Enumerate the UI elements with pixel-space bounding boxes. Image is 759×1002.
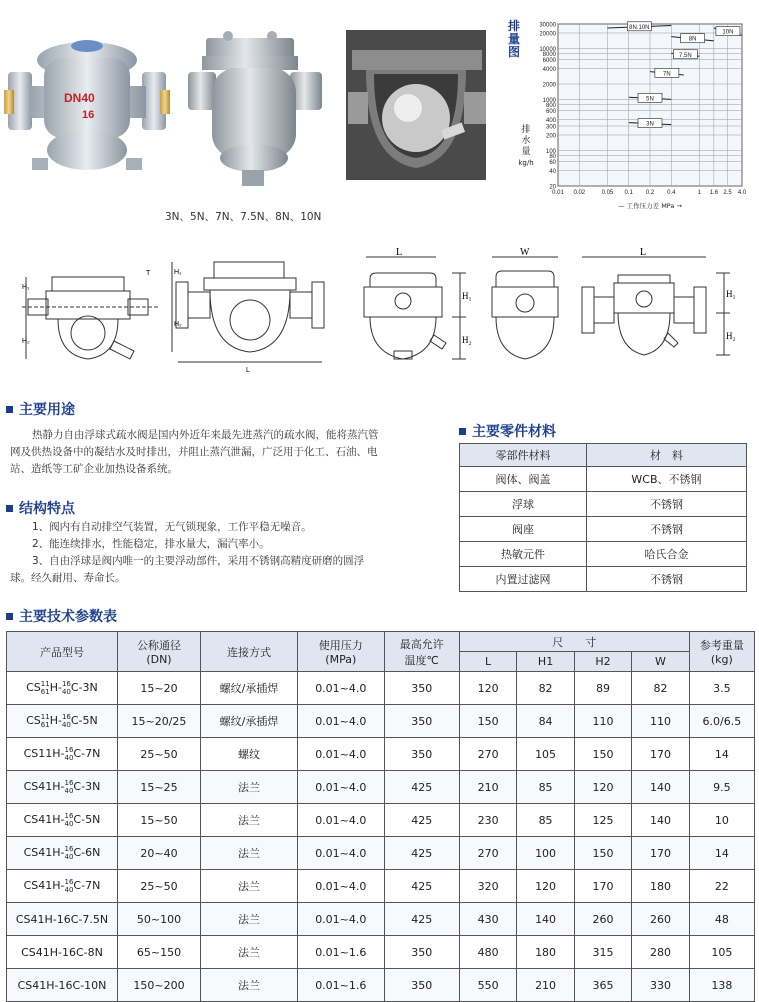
table-cell: 不锈钢 [586,517,746,542]
table-cell: WCB、不锈钢 [586,467,746,492]
cell-W: 330 [632,969,689,1002]
cell-weight: 14 [689,837,754,870]
cell-dn: 15~20/25 [117,705,200,738]
model-pre: CS41H- [23,813,65,826]
table-row [7,870,755,903]
chart-x-tick-label: 0.2 [645,190,655,196]
table-row [7,672,755,705]
section-bullet-icon [6,613,13,620]
chart-series-label: 5N [646,96,654,103]
table-row [7,771,755,804]
outline-drawing-side [484,243,568,373]
spec-header-temperature: 最高允许 温度℃ [384,632,459,672]
spec-header-H1: H1 [517,652,574,672]
model-cell [7,672,118,705]
model-sub: 40 [64,820,74,828]
model-pre: CS41H-16C-7.5N [15,912,109,926]
cell-conn: 法兰 [201,804,298,837]
model-mid: H- [49,714,62,727]
cell-dn: 150~200 [117,969,200,1002]
table-row [460,542,747,567]
chart-series-label: 7.5N [679,52,692,59]
photos-caption: 3N、5N、7N、7.5N、8N、10N [165,211,322,223]
model-cell [7,936,118,969]
section-drawing-left [22,255,160,373]
cell-weight: 138 [689,969,754,1002]
cell-H2: 89 [574,672,631,705]
cell-dn: 50~100 [117,903,200,936]
cell-pressure: 0.01~4.0 [298,672,385,705]
chart-y-tick-label: 30000 [539,22,556,29]
chart-y-tick-label: 20 [549,184,556,191]
cell-dn: 15~50 [117,804,200,837]
chart-series-label: 7N [663,71,671,78]
cell-pressure: 0.01~4.0 [298,804,385,837]
feature-item: 2、能连续排水，性能稳定，排水量大，漏汽率小。 [32,538,270,550]
chart-y-tick-label: 800 [545,102,556,109]
chart-y-tick-label: 400 [545,118,556,125]
model-post: C-7N [73,879,101,892]
svg-text:L: L [246,367,250,374]
chart-x-tick-label: 0.1 [624,190,633,196]
cell-L: 480 [459,936,516,969]
cell-temp: 425 [384,870,459,903]
cell-H2: 110 [574,705,631,738]
cell-L: 230 [459,804,516,837]
cell-temp: 350 [384,672,459,705]
cell-weight: 14 [689,738,754,771]
table-row [460,467,747,492]
svg-text:H₁: H₁ [462,291,472,301]
model-pre: CS41H-16C-8N [21,945,103,959]
chart-series-label: 8N [688,36,697,43]
chart-title: 排 量 图 [508,19,521,59]
cell-dn: 15~20 [117,672,200,705]
spec-header-H2: H2 [574,652,631,672]
chart-y-tick-label: 20000 [539,31,556,38]
table-cell: 热敏元件 [460,542,587,567]
cell-H2: 170 [574,870,631,903]
model-pre: CS [26,681,41,694]
cell-H1: 210 [517,969,574,1002]
chart-y-tick-label: 600 [545,109,556,116]
model-pre: CS41H- [23,846,65,859]
cell-W: 280 [632,936,689,969]
cell-conn: 螺纹/承插焊 [201,705,298,738]
chart-x-tick-label: 4.0 [737,190,747,196]
model-sup: 16 [64,845,74,853]
cell-conn: 螺纹/承插焊 [201,672,298,705]
section-title-materials: 主要零件材料 [459,421,556,441]
table-row [7,936,755,969]
chart-y-tick-label: 2000 [542,82,556,89]
model-post: C-3N [73,780,101,793]
cell-H2: 315 [574,936,631,969]
model-sup: 11 [40,680,50,688]
chart-series-label: 3N [646,121,654,128]
cell-dn: 25~50 [117,738,200,771]
model-post: C-3N [70,681,98,694]
cell-dn: 25~50 [117,870,200,903]
cell-W: 170 [632,837,689,870]
spec-header-W: W [632,652,689,672]
section-title-features: 结构特点 [6,498,75,518]
table-cell: 内置过滤网 [460,567,587,592]
cell-pressure: 0.01~1.6 [298,936,385,969]
cell-H1: 85 [517,771,574,804]
cell-weight: 48 [689,903,754,936]
chart-y-tick-label: 40 [549,169,556,176]
feature-item: 1、阀内有自动排空气装置，无气锁现象，工作平稳无噪音。 [32,521,312,533]
materials-header-material: 材 料 [586,444,746,467]
cell-W: 140 [632,804,689,837]
cell-weight: 6.0/6.5 [689,705,754,738]
spec-header-dimensions: 尺 寸 [459,632,689,652]
table-cell: 不锈钢 [586,567,746,592]
table-row [7,705,755,738]
model-cell [7,837,118,870]
outline-drawing-front [348,243,480,373]
cell-conn: 法兰 [201,903,298,936]
model-sub: 40 [61,688,71,696]
table-cell: 不锈钢 [586,492,746,517]
specs-table [6,631,755,1002]
chart-y-tick-label: 1000 [542,97,556,104]
chart-y-tick-label: 200 [545,133,556,140]
model-sub: 40 [64,853,74,861]
chart-x-tick-label: 0.05 [601,190,614,196]
svg-text:H₂: H₂ [726,331,736,341]
section-title-specs: 主要技术参数表 [6,606,117,626]
cell-H2: 365 [574,969,631,1002]
materials-header-part: 零部件材料 [460,444,587,467]
chart-y-tick-label: 6000 [542,58,556,65]
section-bullet-icon [6,406,13,413]
chart-x-tick-label: 1 [697,190,702,196]
cell-conn: 法兰 [201,969,298,1002]
cell-conn: 法兰 [201,771,298,804]
cell-L: 270 [459,837,516,870]
model-sup: 11 [40,713,50,721]
model-post: C-7N [73,747,101,760]
model-sub: 40 [61,721,71,729]
outline-drawing-flanged [574,243,754,373]
cell-L: 150 [459,705,516,738]
svg-text:H₁: H₁ [22,284,30,291]
cell-conn: 法兰 [201,870,298,903]
cell-L: 210 [459,771,516,804]
cell-weight: 9.5 [689,771,754,804]
table-cell: 阀体、阀盖 [460,467,587,492]
svg-text:L: L [640,247,647,258]
chart-y-tick-label: 60 [549,160,556,167]
chart-x-tick-label: 0.02 [573,190,586,196]
chart-y-tick-label: 300 [545,124,556,131]
cell-temp: 350 [384,936,459,969]
chart-x-tick-label: 2.5 [723,190,732,196]
cell-W: 260 [632,903,689,936]
chart-ylabel: 排 水 量 kg/h [518,125,534,167]
model-cell [7,771,118,804]
chart-y-tick-label: 10000 [539,46,556,53]
model-sub: 61 [40,688,50,696]
table-row [7,969,755,1002]
table-row [7,903,755,936]
materials-table [459,443,747,592]
cell-H1: 180 [517,936,574,969]
table-row [7,738,755,771]
model-stack [62,680,71,696]
cell-pressure: 0.01~4.0 [298,870,385,903]
cell-H2: 125 [574,804,631,837]
model-post: C-6N [73,846,101,859]
cell-dn: 20~40 [117,837,200,870]
table-row [460,567,747,592]
table-row [460,517,747,542]
section-title-use: 主要用途 [6,399,75,419]
spec-header-model: 产品型号 [7,632,118,672]
table-row [7,804,755,837]
spec-header-L: L [459,652,516,672]
cell-H2: 260 [574,903,631,936]
cell-pressure: 0.01~4.0 [298,705,385,738]
model-sub: 40 [64,754,74,762]
cell-H1: 105 [517,738,574,771]
cell-H1: 84 [517,705,574,738]
model-pre: CS41H-16C-10N [17,978,107,992]
section-drawing-middle [170,252,330,374]
cell-pressure: 0.01~1.6 [298,969,385,1002]
cell-weight: 10 [689,804,754,837]
svg-text:H₂: H₂ [22,338,30,345]
svg-text:H₁: H₁ [174,269,182,276]
chart-series-label: 10N [722,29,734,36]
chart-y-tick-label: 80 [549,153,556,160]
cell-temp: 350 [384,969,459,1002]
cell-weight: 105 [689,936,754,969]
cell-W: 82 [632,672,689,705]
model-cell [7,903,118,936]
model-stack [41,680,50,696]
section-bullet-icon [6,505,13,512]
cell-conn: 螺纹 [201,738,298,771]
cell-H2: 150 [574,738,631,771]
model-sub: 40 [64,787,74,795]
cell-temp: 425 [384,903,459,936]
cell-L: 270 [459,738,516,771]
model-cell [7,969,118,1002]
model-sup: 16 [61,680,71,688]
model-stack [62,713,71,729]
spec-header-weight: 参考重量 (kg) [689,632,754,672]
cell-W: 170 [632,738,689,771]
cell-temp: 350 [384,738,459,771]
cell-W: 180 [632,870,689,903]
cell-temp: 350 [384,705,459,738]
cell-H1: 120 [517,870,574,903]
svg-text:H₂: H₂ [462,335,472,345]
cell-temp: 425 [384,837,459,870]
cell-H1: 100 [517,837,574,870]
cell-temp: 425 [384,804,459,837]
cell-pressure: 0.01~4.0 [298,903,385,936]
model-stack [41,713,50,729]
model-pre: CS11H- [23,747,65,760]
chart-y-tick-label: 8000 [542,51,556,58]
cell-pressure: 0.01~4.0 [298,837,385,870]
features-list [10,519,380,587]
svg-text:L: L [396,247,403,258]
model-sup: 16 [64,746,74,754]
table-cell: 浮球 [460,492,587,517]
section-use-text: 热静力自由浮球式疏水阀是国内外近年来最先进蒸汽的疏水阀，能将蒸汽管网及供热设备中的凝结水及时排出，并阻止蒸汽泄漏，广泛用于化工、石油、电站、造纸等工矿企业加热设备系统。 [10,429,379,475]
spec-header-pressure: 使用压力 (MPa) [298,632,385,672]
model-pre: CS [26,714,41,727]
chart-x-tick-label: 1.6 [709,190,719,196]
svg-text:H₂: H₂ [174,321,182,328]
cell-H1: 82 [517,672,574,705]
cell-L: 320 [459,870,516,903]
feature-item: 3、自由浮球是阀内唯一的主要浮动部件，采用不锈钢高精度研磨的圆浮球。经久耐用、寿命长。 [10,555,365,584]
model-cell [7,705,118,738]
cell-dn: 15~25 [117,771,200,804]
model-sup: 16 [64,779,74,787]
spec-header-connection: 连接方式 [201,632,298,672]
product-photo-threaded-trap [180,22,330,192]
spec-header-dn: 公称通径 (DN) [117,632,200,672]
model-post: C-5N [70,714,98,727]
cell-conn: 法兰 [201,936,298,969]
discharge-chart [520,14,755,220]
table-cell: 哈氏合金 [586,542,746,567]
model-pre: CS41H- [23,879,65,892]
cell-H1: 140 [517,903,574,936]
model-sup: 16 [61,713,71,721]
model-sub: 40 [64,886,74,894]
cell-H1: 85 [517,804,574,837]
product-photo-flanged-trap [2,20,172,190]
svg-text:W: W [520,247,530,258]
chart-series-label: 8N.10N [629,24,650,31]
cell-pressure: 0.01~4.0 [298,738,385,771]
cell-dn: 65~150 [117,936,200,969]
cell-weight: 3.5 [689,672,754,705]
svg-text:T: T [146,270,151,277]
photo-marking-dn: DN40 [64,91,95,105]
chart-y-tick-label: 4000 [542,67,556,74]
cell-pressure: 0.01~4.0 [298,771,385,804]
model-pre: CS41H- [23,780,65,793]
cell-L: 430 [459,903,516,936]
model-post: C-5N [73,813,101,826]
model-cell [7,738,118,771]
cell-conn: 法兰 [201,837,298,870]
cell-weight: 22 [689,870,754,903]
chart-x-axis-label: — 工作压力差 MPa → [618,202,682,210]
svg-text:H₁: H₁ [726,289,736,299]
model-cell [7,804,118,837]
cell-H2: 120 [574,771,631,804]
table-row [7,837,755,870]
model-cell [7,870,118,903]
model-sub: 61 [40,721,50,729]
product-cutaway-photo [346,30,486,180]
cell-L: 550 [459,969,516,1002]
table-row [460,492,747,517]
cell-W: 140 [632,771,689,804]
model-sup: 16 [64,878,74,886]
photo-marking-pn: 16 [82,109,95,121]
model-sup: 16 [64,812,74,820]
model-mid: H- [49,681,62,694]
chart-y-tick-label: 100 [545,148,556,155]
cell-H2: 150 [574,837,631,870]
chart-x-tick-label: 0.4 [667,190,676,196]
chart-x-tick-label: 0.01 [552,190,564,196]
cell-L: 120 [459,672,516,705]
cell-W: 110 [632,705,689,738]
cell-temp: 425 [384,771,459,804]
table-cell: 阀座 [460,517,587,542]
section-bullet-icon [459,428,466,435]
